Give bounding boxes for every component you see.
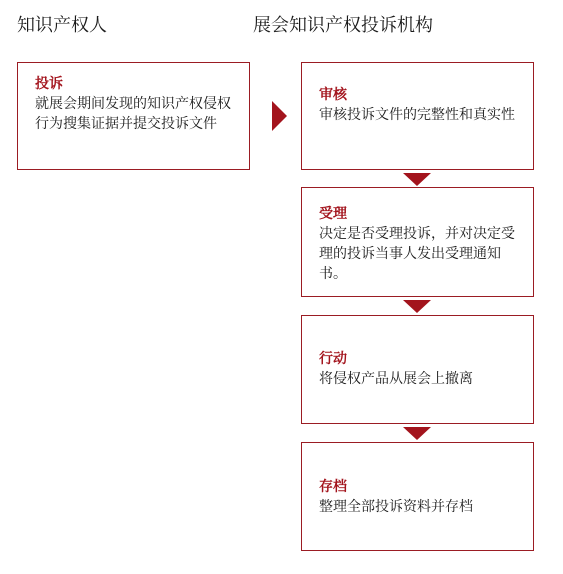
accept-step-title: 受理 bbox=[319, 206, 347, 222]
arrow-down-icon bbox=[403, 173, 431, 186]
arrow-down-icon bbox=[403, 300, 431, 313]
column-header-ip-owner: 知识产权人 bbox=[17, 15, 107, 36]
complaint-box bbox=[17, 62, 250, 170]
archive-step-description: 整理全部投诉资料并存档 bbox=[319, 499, 473, 515]
archive-step-title: 存档 bbox=[319, 479, 347, 495]
review-step-box bbox=[301, 62, 534, 170]
complaint-title: 投诉 bbox=[35, 76, 63, 92]
complaint-description: 就展会期间发现的知识产权侵权行为搜集证据并提交投诉文件 bbox=[35, 96, 231, 132]
column-header-complaint-agency: 展会知识产权投诉机构 bbox=[253, 15, 433, 36]
arrow-right-icon bbox=[272, 101, 287, 131]
action-step-title: 行动 bbox=[319, 351, 347, 367]
action-step-box bbox=[301, 315, 534, 424]
review-step-description: 审核投诉文件的完整性和真实性 bbox=[319, 107, 515, 123]
accept-step-box bbox=[301, 187, 534, 297]
arrow-down-icon bbox=[403, 427, 431, 440]
archive-step-box bbox=[301, 442, 534, 551]
action-step-description: 将侵权产品从展会上撤离 bbox=[319, 371, 473, 387]
accept-step-description: 决定是否受理投诉，并对决定受理的投诉当事人发出受理通知书。 bbox=[319, 226, 515, 282]
review-step-title: 审核 bbox=[319, 87, 347, 103]
